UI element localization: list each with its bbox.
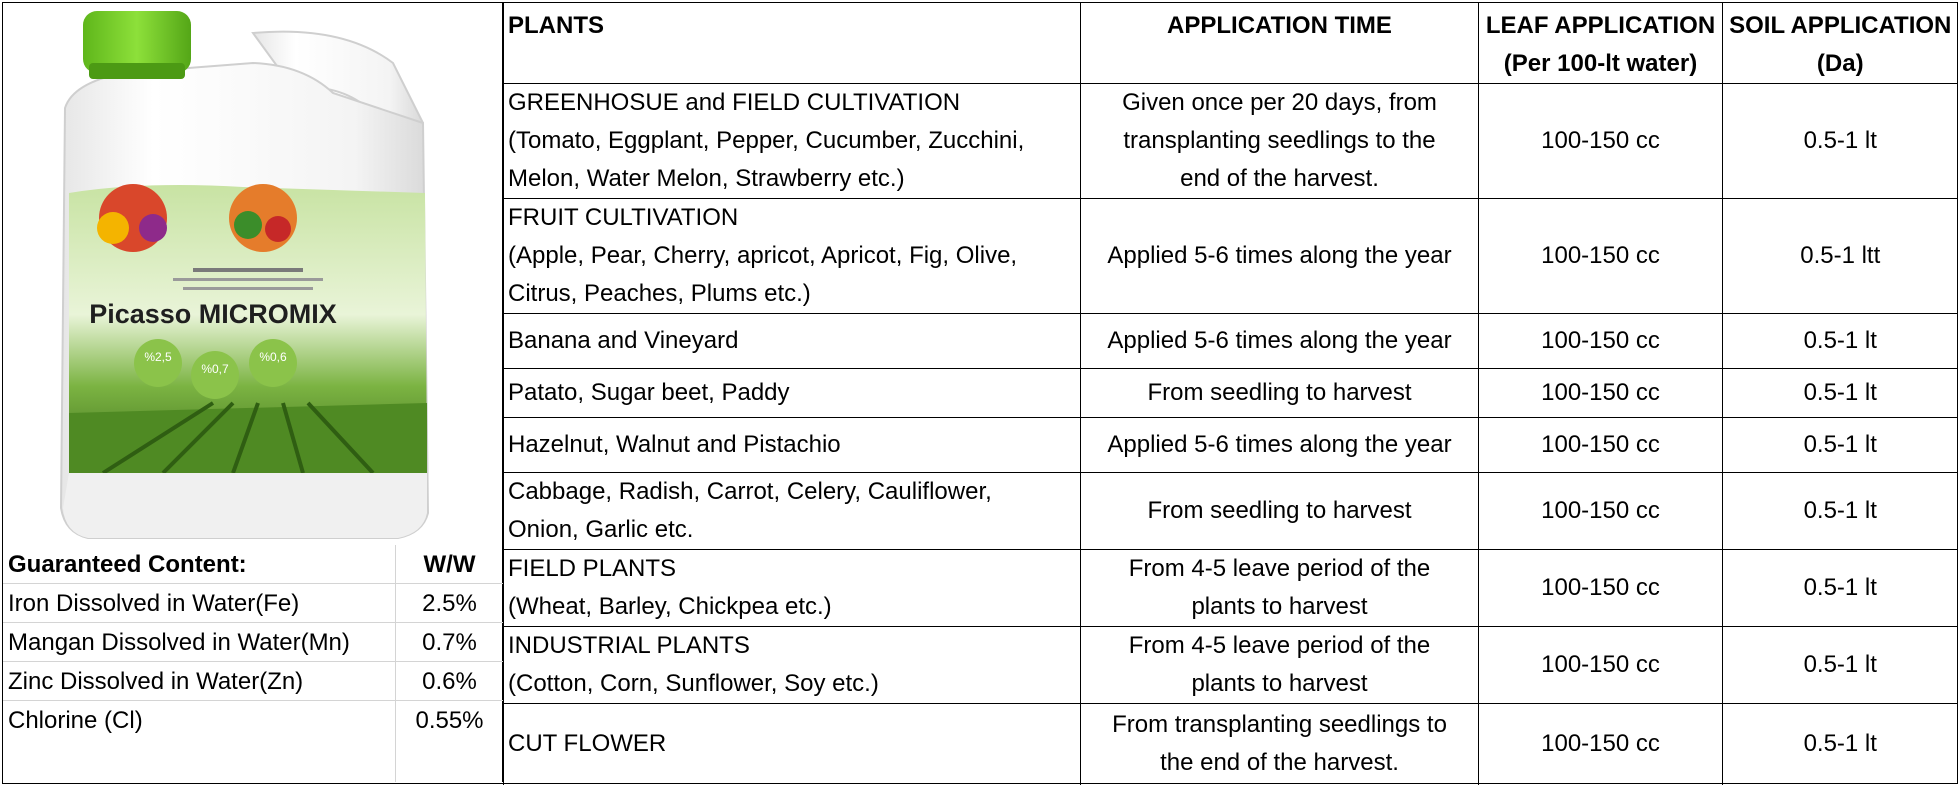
nutrient-name: Mangan Dissolved in Water(Mn) (3, 623, 396, 661)
table-row (504, 369, 1958, 418)
plants-header: PLANTS (504, 3, 1081, 84)
plants-cell-line: FIELD PLANTS (508, 555, 677, 582)
svg-text:%0,7: %0,7 (201, 362, 229, 376)
leaf-header-line-2: (Per 100-lt water) (1503, 50, 1698, 77)
leaf-dose-cell: 100-150 cc (1479, 627, 1723, 704)
soil-dose-cell: 0.5-1 lt (1723, 369, 1958, 418)
application-time-cell-line: the end of the harvest. (1160, 749, 1399, 777)
fertilizer-jug-illustration (3, 3, 503, 545)
plants-cell-line: Banana and Vineyard (508, 327, 739, 354)
product-image (3, 3, 503, 545)
guaranteed-header-label: Guaranteed Content: (3, 545, 396, 583)
plants-cell-line: Onion, Garlic etc. (508, 516, 694, 543)
soil-dose-cell: 0.5-1 lt (1723, 473, 1958, 550)
leaf-header-line-1: LEAF APPLICATION (1485, 12, 1716, 39)
application-time-cell (1081, 314, 1479, 369)
leaf-dose-cell: 100-150 cc (1479, 84, 1723, 199)
plants-cell (504, 704, 1081, 785)
plants-cell (504, 199, 1081, 314)
plants-cell (504, 550, 1081, 627)
leaf-dose-cell: 100-150 cc (1479, 418, 1723, 473)
guaranteed-row (3, 623, 503, 662)
plants-cell-line: Hazelnut, Walnut and Pistachio (508, 431, 841, 458)
leaf-dose-cell: 100-150 cc (1479, 314, 1723, 369)
application-time-cell-line: plants to harvest (1191, 593, 1368, 620)
application-time-cell-line: Applied 5-6 times along the year (1107, 327, 1452, 354)
plants-cell-line: Melon, Water Melon, Strawberry etc.) (508, 165, 905, 192)
plants-cell (504, 627, 1081, 704)
nutrient-value: 2.5% (422, 590, 477, 617)
plants-cell-line: Cabbage, Radish, Carrot, Celery, Cauliflower, (508, 478, 992, 505)
application-time-cell-line: From 4-5 leave period of the (1128, 632, 1431, 659)
guaranteed-row (3, 584, 503, 623)
application-time-cell-line: From seedling to harvest (1147, 497, 1412, 524)
application-time-cell-line: Applied 5-6 times along the year (1107, 431, 1452, 458)
table-row (504, 473, 1958, 550)
nutrient-name: Zinc Dissolved in Water(Zn) (3, 662, 396, 700)
guaranteed-row (3, 701, 503, 782)
table-row (504, 704, 1958, 785)
svg-text:%2,5: %2,5 (144, 350, 172, 364)
application-time-cell (1081, 473, 1479, 550)
document-sheet (2, 2, 1958, 784)
soil-header-line-1: SOIL APPLICATION (1729, 12, 1952, 39)
plants-cell-line: (Cotton, Corn, Sunflower, Soy etc.) (508, 670, 879, 697)
soil-dose-cell: 0.5-1 lt (1723, 627, 1958, 704)
table-row (504, 199, 1958, 314)
guaranteed-header-row (3, 545, 503, 584)
application-time-cell (1081, 627, 1479, 704)
plants-cell-line: CUT FLOWER (508, 730, 667, 758)
plants-cell-line: Citrus, Peaches, Plums etc.) (508, 280, 811, 307)
application-time-cell (1081, 704, 1479, 785)
guaranteed-header-unit: W/W (423, 551, 476, 578)
nutrient-value: 0.6% (422, 668, 477, 695)
plants-cell-line: Patato, Sugar beet, Paddy (508, 379, 790, 406)
application-time-cell-line: Applied 5-6 times along the year (1107, 242, 1452, 269)
plants-cell (504, 84, 1081, 199)
plants-cell-line: (Apple, Pear, Cherry, apricot, Apricot, Fig, Olive, (508, 242, 1018, 269)
application-time-cell-line: From seedling to harvest (1147, 379, 1412, 406)
application-table (503, 3, 1958, 785)
plants-cell-line: (Tomato, Eggplant, Pepper, Cucumber, Zucchini, (508, 127, 1025, 154)
plants-cell (504, 418, 1081, 473)
plants-cell-line: (Wheat, Barley, Chickpea etc.) (508, 593, 832, 620)
soil-dose-cell: 0.5-1 lt (1723, 84, 1958, 199)
table-row (504, 314, 1958, 369)
guaranteed-content-table (3, 545, 503, 782)
application-time-cell-line: transplanting seedlings to the (1123, 127, 1436, 154)
soil-dose-cell: 0.5-1 lt (1723, 550, 1958, 627)
table-body (504, 84, 1958, 785)
nutrient-name: Chlorine (Cl) (3, 701, 396, 782)
soil-header-line-2: (Da) (1816, 50, 1864, 77)
plants-cell-line: GREENHOSUE and FIELD CULTIVATION (508, 89, 961, 116)
application-time-cell (1081, 84, 1479, 199)
soil-dose-cell: 0.5-1 ltt (1723, 199, 1958, 314)
plants-cell-line: INDUSTRIAL PLANTS (508, 632, 750, 659)
soil-dose-cell: 0.5-1 lt (1723, 314, 1958, 369)
leaf-dose-cell: 100-150 cc (1479, 369, 1723, 418)
application-time-cell-line: From 4-5 leave period of the (1128, 555, 1431, 582)
left-panel (3, 3, 503, 782)
application-time-cell-line: plants to harvest (1191, 670, 1368, 697)
leaf-dose-cell: 100-150 cc (1479, 473, 1723, 550)
application-time-cell-line: From transplanting seedlings to (1112, 711, 1447, 739)
application-time-cell (1081, 369, 1479, 418)
table-row (504, 550, 1958, 627)
application-time-cell (1081, 199, 1479, 314)
leaf-dose-cell: 100-150 cc (1479, 550, 1723, 627)
plants-cell-line: FRUIT CULTIVATION (508, 204, 739, 231)
soil-dose-cell: 0.5-1 lt (1723, 704, 1958, 785)
plants-cell (504, 369, 1081, 418)
plants-cell (504, 473, 1081, 550)
nutrient-value: 0.55% (415, 707, 484, 734)
plants-cell (504, 314, 1081, 369)
leaf-application-header (1479, 3, 1723, 84)
svg-text:%0,6: %0,6 (259, 350, 287, 364)
application-time-cell (1081, 418, 1479, 473)
soil-application-header (1723, 3, 1958, 84)
nutrient-value: 0.7% (422, 629, 477, 656)
soil-dose-cell: 0.5-1 lt (1723, 418, 1958, 473)
application-time-cell-line: Given once per 20 days, from (1122, 89, 1437, 116)
table-row (504, 627, 1958, 704)
application-time-cell (1081, 550, 1479, 627)
table-row (504, 84, 1958, 199)
nutrient-name: Iron Dissolved in Water(Fe) (3, 584, 396, 622)
guaranteed-row (3, 662, 503, 701)
leaf-dose-cell: 100-150 cc (1479, 199, 1723, 314)
application-time-header: APPLICATION TIME (1081, 3, 1479, 84)
application-time-cell-line: end of the harvest. (1180, 165, 1379, 192)
table-row (504, 418, 1958, 473)
leaf-dose-cell: 100-150 cc (1479, 704, 1723, 785)
table-header-row (504, 3, 1958, 84)
brand-lettering: Picasso MICROMIX (89, 299, 337, 329)
